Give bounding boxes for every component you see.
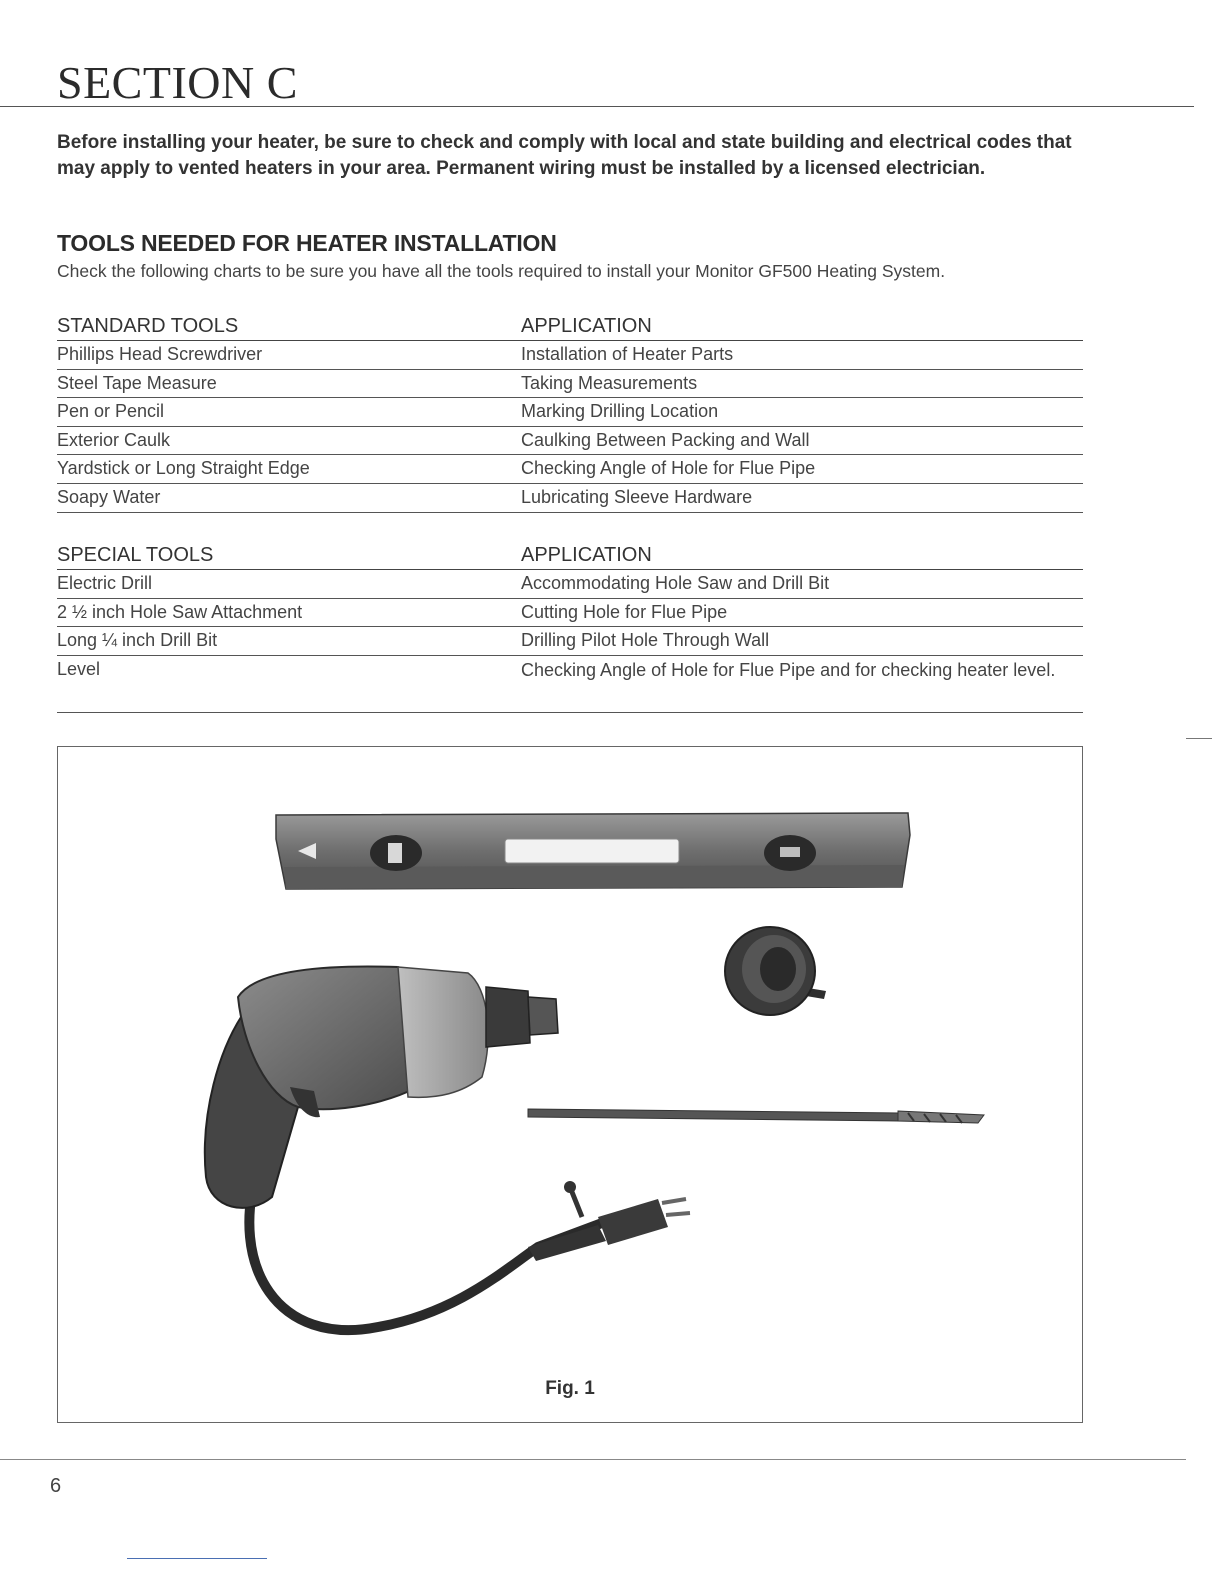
title-rule xyxy=(0,106,1194,107)
table-row xyxy=(57,455,1083,484)
special-tools-header xyxy=(57,541,1083,570)
hole-saw xyxy=(725,927,826,1015)
table-row xyxy=(57,398,1083,427)
tool-name: Long ¼ inch Drill Bit xyxy=(57,630,218,651)
intro-paragraph: Before installing your heater, be sure to check and comply with local and state building and electrical codes that may apply to vented heaters in your area. Permanent wiring must be installed by a licensed electrician. xyxy=(57,132,1072,179)
tool-name: Yardstick or Long Straight Edge xyxy=(57,458,310,479)
tool-application: Accommodating Hole Saw and Drill Bit xyxy=(521,573,830,593)
electric-drill xyxy=(205,966,690,1330)
page-number: 6 xyxy=(50,1475,62,1497)
tool-name: Phillips Head Screwdriver xyxy=(57,344,263,364)
tools-subtext: Check the following charts to be sure you have all the tools required to install your Monitor GF500 Heating System. xyxy=(57,261,946,281)
special-tools-col-tool: SPECIAL TOOLS xyxy=(57,544,214,566)
table-row xyxy=(57,427,1083,456)
tools-heading: TOOLS NEEDED FOR HEATER INSTALLATION xyxy=(57,230,557,256)
level-tool xyxy=(276,813,910,889)
table-row xyxy=(57,370,1083,399)
bottom-rule xyxy=(0,1459,1186,1460)
standard-tools-table xyxy=(57,312,1083,513)
tool-application: Marking Drilling Location xyxy=(521,401,719,422)
tool-application: Caulking Between Packing and Wall xyxy=(521,429,810,450)
table-row xyxy=(57,627,1083,656)
figure-1 xyxy=(57,746,1083,1423)
table-row xyxy=(57,599,1083,628)
special-tools-col-application: APPLICATION xyxy=(521,544,652,566)
tool-application: Checking Angle of Hole for Flue Pipe and for checking heater level. xyxy=(521,659,1056,680)
tool-application: Taking Measurements xyxy=(521,372,698,393)
tool-name: Steel Tape Measure xyxy=(57,372,217,393)
tool-application: Checking Angle of Hole for Flue Pipe xyxy=(521,458,816,479)
tool-name: Level xyxy=(57,658,101,679)
standard-tools-col-application: APPLICATION xyxy=(521,315,652,337)
standard-tools-col-tool: STANDARD TOOLS xyxy=(57,315,239,337)
table-row xyxy=(57,570,1083,599)
standard-tools-header xyxy=(57,312,1083,341)
tool-name: Soapy Water xyxy=(57,486,161,507)
table-row xyxy=(57,341,1083,370)
drill-bit xyxy=(528,1109,984,1123)
tool-application: Cutting Hole for Flue Pipe xyxy=(521,601,728,622)
tool-application: Installation of Heater Parts xyxy=(521,344,734,364)
special-tools-table xyxy=(57,541,1083,713)
table-row xyxy=(57,656,1083,713)
tool-application: Drilling Pilot Hole Through Wall xyxy=(521,630,770,651)
tools-photo xyxy=(58,747,1082,1422)
tool-name: 2 ½ inch Hole Saw Attachment xyxy=(57,601,303,622)
footer-blue-line xyxy=(127,1558,267,1559)
tool-name: Pen or Pencil xyxy=(57,401,165,422)
tool-name: Exterior Caulk xyxy=(57,429,171,450)
tool-application: Lubricating Sleeve Hardware xyxy=(521,486,753,507)
section-title: SECTION C xyxy=(57,57,298,108)
figure-caption: Fig. 1 xyxy=(545,1378,595,1399)
margin-tick xyxy=(1186,738,1212,739)
table-row xyxy=(57,484,1083,513)
tool-name: Electric Drill xyxy=(57,573,153,593)
